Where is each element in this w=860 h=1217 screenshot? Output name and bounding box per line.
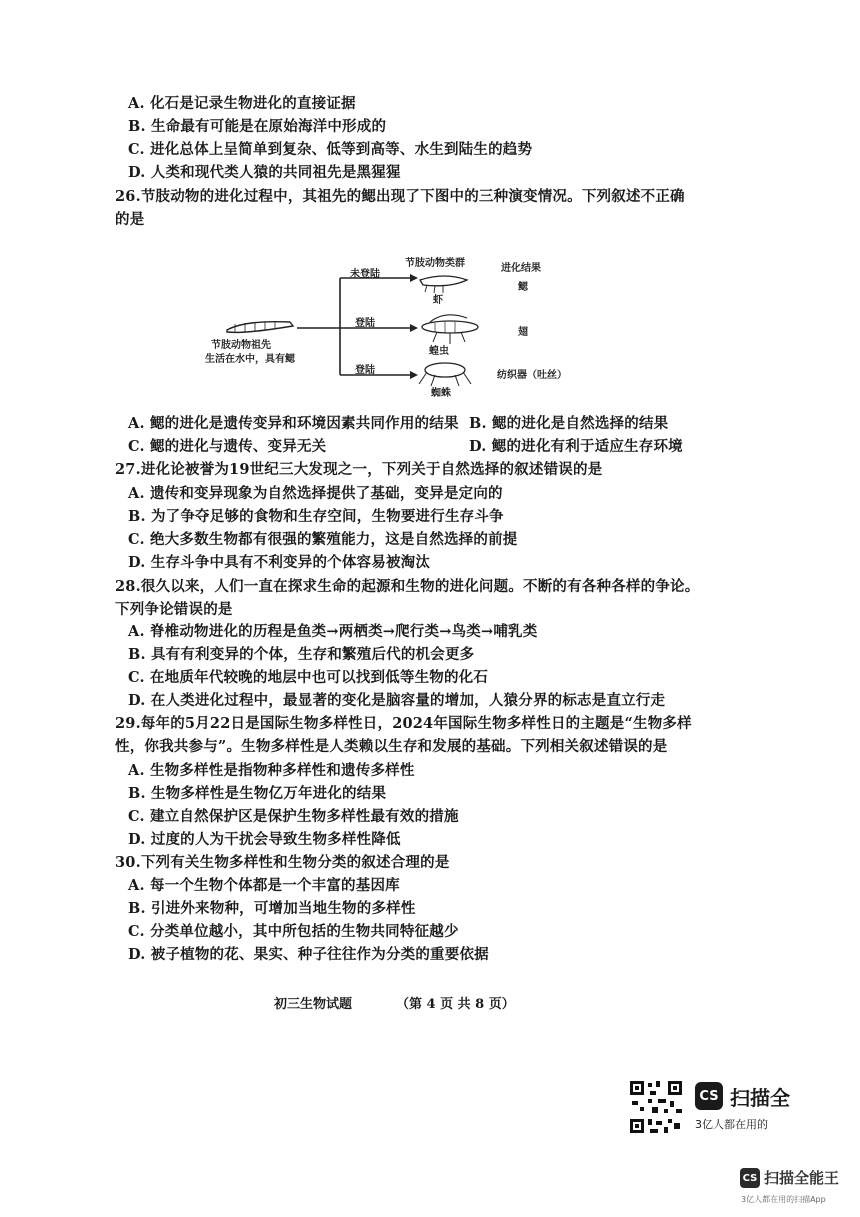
q28-option-a: A. 脊椎动物进化的历程是鱼类→两栖类→爬行类→鸟类→哺乳类 <box>128 623 538 640</box>
result-wing: 翅 <box>518 327 528 338</box>
q29-stem-line2: 性，你我共参与”。生物多样性是人类赖以生存和发展的基础。下列相关叙述错误的是 <box>115 738 668 755</box>
q30-option-b: B. 引进外来物种，可增加当地生物的多样性 <box>128 900 416 917</box>
q25-option-c: C. 进化总体上呈简单到复杂、低等到高等、水生到陆生的趋势 <box>128 141 533 158</box>
ancestor-label-1: 节肢动物祖先 <box>211 340 271 351</box>
animal-locust: 蝗虫 <box>429 346 449 357</box>
result-gill: 鳃 <box>518 282 528 293</box>
q26-stem-line2: 的是 <box>115 211 145 228</box>
shrimp-illustration <box>420 276 467 293</box>
branch-label-bottom: 登陆 <box>355 365 375 376</box>
brand-name: 扫描全能王 <box>764 1169 840 1187</box>
q30-option-a: A. 每一个生物个体都是一个丰富的基因库 <box>128 877 400 894</box>
q26-option-a: A. 鳃的进化是遗传变异和环境因素共同作用的结果 <box>128 415 459 432</box>
evolution-diagram-lines <box>205 250 605 410</box>
q27-option-b: B. 为了争夺足够的食物和生存空间，生物要进行生存斗争 <box>128 508 504 525</box>
q28-option-b: B. 具有有利变异的个体，生存和繁殖后代的机会更多 <box>128 646 475 663</box>
q27-option-c: C. 绝大多数生物都有很强的繁殖能力，这是自然选择的前提 <box>128 531 518 548</box>
scanner-label: 扫描全 <box>730 1086 790 1110</box>
group-header: 节肢动物类群 <box>405 258 465 269</box>
q28-stem-line1: 28.很久以来，人们一直在探求生命的起源和生物的进化问题。不断的有各种各样的争论。 <box>115 578 700 595</box>
q28-stem-line2: 下列争论错误的是 <box>115 601 233 618</box>
q29-stem-line1: 29.每年的5月22日是国际生物多样性日，2024年国际生物多样性日的主题是“生物多样 <box>115 715 692 732</box>
result-header: 进化结果 <box>501 263 541 274</box>
locust-illustration <box>422 315 478 344</box>
q29-option-d: D. 过度的人为干扰会导致生物多样性降低 <box>128 831 401 848</box>
q29-option-b: B. 生物多样性是生物亿万年进化的结果 <box>128 785 387 802</box>
ancestor-illustration <box>227 322 293 333</box>
q26-option-c: C. 鳃的进化与遗传、变异无关 <box>128 438 327 455</box>
q27-stem: 27.进化论被誉为19世纪三大发现之一，下列关于自然选择的叙述错误的是 <box>115 461 603 478</box>
q27-option-a: A. 遗传和变异现象为自然选择提供了基础，变异是定向的 <box>128 485 503 502</box>
animal-spider: 蜘蛛 <box>431 388 451 399</box>
q28-option-c: C. 在地质年代较晚的地层中也可以找到低等生物的化石 <box>128 669 489 686</box>
q26-option-b: B. 鳃的进化是自然选择的结果 <box>469 415 669 432</box>
brand-logo-icon: CS <box>740 1168 760 1188</box>
footer-page: （第 4 页 共 8 页） <box>396 997 515 1012</box>
q25-option-a: A. 化石是记录生物进化的直接证据 <box>128 95 356 112</box>
evolution-diagram <box>205 250 605 410</box>
q30-option-c: C. 分类单位越小，其中所包括的生物共同特征越少 <box>128 923 459 940</box>
q27-option-d: D. 生存斗争中具有不利变异的个体容易被淘汰 <box>128 554 431 571</box>
spider-illustration <box>419 363 471 386</box>
q25-option-d: D. 人类和现代类人猿的共同祖先是黑猩猩 <box>128 164 401 181</box>
q25-option-b: B. 生命最有可能是在原始海洋中形成的 <box>128 118 387 135</box>
q28-option-d: D. 在人类进化过程中，最显著的变化是脑容量的增加，人猿分界的标志是直立行走 <box>128 692 666 709</box>
q26-stem-line1: 26.节肢动物的进化过程中，其祖先的鳃出现了下图中的三种演变情况。下列叙述不正确 <box>115 188 685 205</box>
branch-label-top: 未登陆 <box>350 269 380 280</box>
branch-label-mid: 登陆 <box>355 318 375 329</box>
animal-shrimp: 虾 <box>433 295 443 306</box>
ancestor-label-2: 生活在水中，具有鳃 <box>205 354 295 365</box>
brand-tagline: 3亿人都在用的扫描App <box>741 1195 826 1204</box>
scanner-sublabel: 3亿人都在用的 <box>695 1118 768 1131</box>
q29-option-c: C. 建立自然保护区是保护生物多样性最有效的措施 <box>128 808 459 825</box>
result-spinneret: 纺织器（吐丝） <box>497 370 567 381</box>
q29-option-a: A. 生物多样性是指物种多样性和遗传多样性 <box>128 762 415 779</box>
q30-option-d: D. 被子植物的花、果实、种子往往作为分类的重要依据 <box>128 946 489 963</box>
qr-code-icon <box>628 1079 684 1135</box>
camscanner-logo-icon: CS <box>695 1082 723 1110</box>
footer-title: 初三生物试题 <box>274 997 353 1012</box>
q30-stem: 30.下列有关生物多样性和生物分类的叙述合理的是 <box>115 854 450 871</box>
q26-option-d: D. 鳃的进化有利于适应生存环境 <box>469 438 683 455</box>
